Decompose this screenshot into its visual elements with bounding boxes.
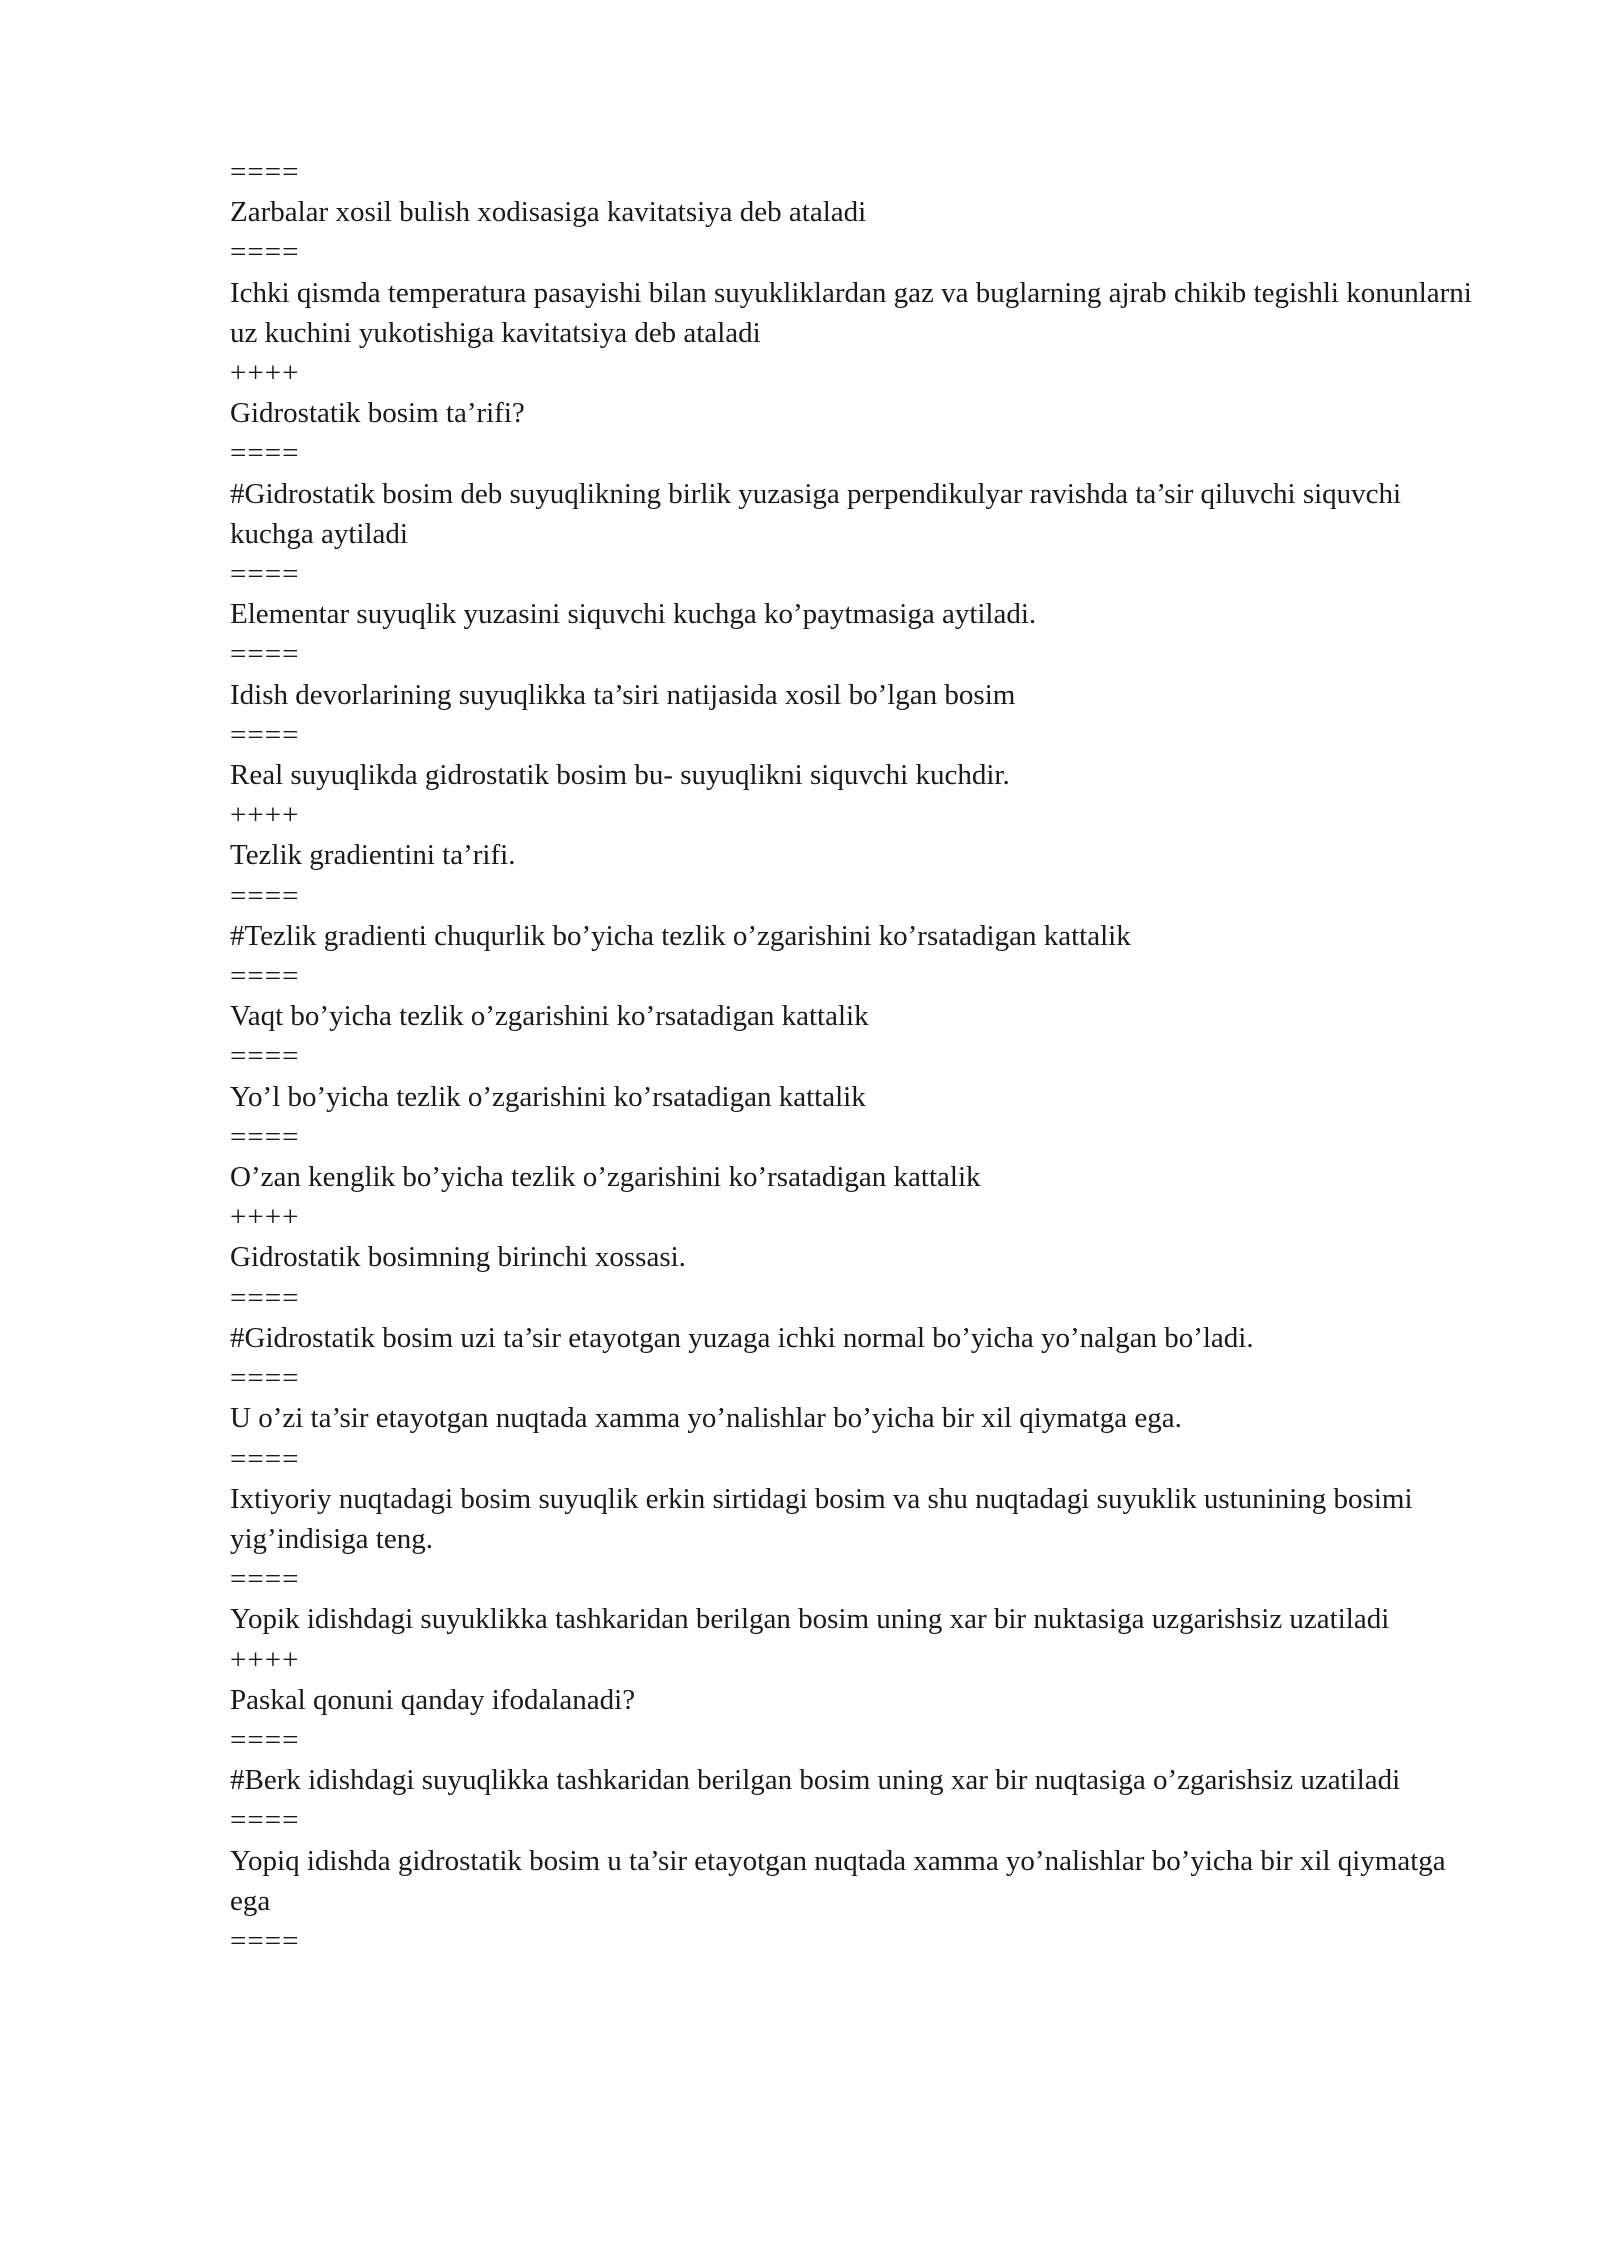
separator-line: ==== bbox=[230, 879, 300, 912]
correct-answer-option: #Gidrostatik bosim uzi ta’sir etayotgan yuzaga ichki normal bo’yicha yo’nalgan bo’ladi. bbox=[230, 1321, 1254, 1354]
separator-line: ==== bbox=[230, 156, 300, 188]
separator-line: ==== bbox=[230, 638, 300, 671]
answer-option: Elementar suyuqlik yuzasini siquvchi kuchga ko’paytmasiga aytiladi. bbox=[230, 598, 1037, 631]
question-text: Tezlik gradientini ta’rifi. bbox=[230, 839, 516, 872]
separator-line: ==== bbox=[230, 718, 300, 751]
answer-option: Real suyuqlikda gidrostatik bosim bu- suyuqlikni siquvchi kuchdir. bbox=[230, 759, 1010, 792]
separator-line: ==== bbox=[230, 558, 300, 591]
separator-line: ==== bbox=[230, 1924, 300, 1957]
document-body bbox=[230, 152, 1480, 1961]
separator-line: ==== bbox=[230, 236, 300, 269]
question-text: Gidrostatik bosimning birinchi xossasi. bbox=[230, 1241, 686, 1274]
question-marker: ++++ bbox=[230, 1643, 300, 1676]
separator-line: ==== bbox=[230, 1281, 300, 1314]
answer-option: U o’zi ta’sir etayotgan nuqtada xamma yo’nalishlar bo’yicha bir xil qiymatga ega. bbox=[230, 1402, 1182, 1435]
answer-option: Idish devorlarining suyuqlikka ta’siri natijasida xosil bo’lgan bosim bbox=[230, 678, 1016, 711]
correct-answer-option: #Berk idishdagi suyuqlikka tashkaridan berilgan bosim uning xar bir nuqtasiga o’zgarishsiz uzatiladi bbox=[230, 1764, 1401, 1797]
correct-answer-option: #Tezlik gradienti chuqurlik bo’yicha tezlik o’zgarishini ko’rsatadigan kattalik bbox=[230, 919, 1131, 952]
answer-option: Yopiq idishda gidrostatik bosim u ta’sir etayotgan nuqtada xamma yo’nalishlar bo’yicha bir xil qiymatga ega bbox=[230, 1844, 1446, 1917]
separator-line: ==== bbox=[230, 1120, 300, 1153]
answer-option: Ichki qismda temperatura pasayishi bilan suyukliklardan gaz va buglarning ajrab chikib tegishli konunlarni uz kuchini yukotishiga kavitatsiya deb ataladi bbox=[230, 276, 1472, 349]
question-text: Paskal qonuni qanday ifodalanadi? bbox=[230, 1683, 636, 1716]
correct-answer-option: #Gidrostatik bosim deb suyuqlikning birlik yuzasiga perpendikulyar ravishda ta’sir qiluvchi siquvchi kuchga aytiladi bbox=[230, 477, 1402, 550]
question-text: Gidrostatik bosim ta’rifi? bbox=[230, 397, 525, 430]
answer-option: Vaqt bo’yicha tezlik o’zgarishini ko’rsatadigan kattalik bbox=[230, 1000, 869, 1033]
separator-line: ==== bbox=[230, 1040, 300, 1073]
answer-option: Yo’l bo’yicha tezlik o’zgarishini ko’rsatadigan kattalik bbox=[230, 1080, 866, 1113]
answer-option: Yopik idishdagi suyuklikka tashkaridan berilgan bosim uning xar bir nuktasiga uzgarishsiz uzatiladi bbox=[230, 1603, 1390, 1636]
separator-line: ==== bbox=[230, 1442, 300, 1475]
question-marker: ++++ bbox=[230, 357, 300, 390]
separator-line: ==== bbox=[230, 1804, 300, 1837]
separator-line: ==== bbox=[230, 960, 300, 993]
separator-line: ==== bbox=[230, 437, 300, 470]
answer-option: Ixtiyoriy nuqtadagi bosim suyuqlik erkin sirtidagi bosim va shu nuqtadagi suyuklik ustunining bosimi yig’indisiga teng. bbox=[230, 1482, 1413, 1555]
separator-line: ==== bbox=[230, 1723, 300, 1756]
answer-option: Zarbalar xosil bulish xodisasiga kavitatsiya deb ataladi bbox=[230, 196, 867, 229]
question-marker: ++++ bbox=[230, 1201, 300, 1234]
answer-option: O’zan kenglik bo’yicha tezlik o’zgarishini ko’rsatadigan kattalik bbox=[230, 1161, 981, 1194]
separator-line: ==== bbox=[230, 1563, 300, 1596]
separator-line: ==== bbox=[230, 1362, 300, 1395]
question-marker: ++++ bbox=[230, 799, 300, 832]
